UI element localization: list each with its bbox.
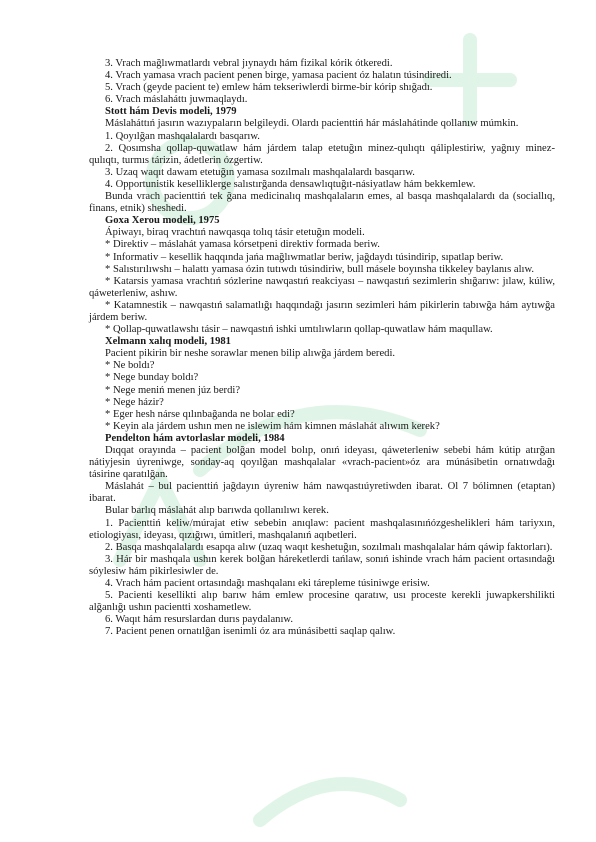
section-heading: Goxa Xerou modeli, 1975 xyxy=(105,215,220,227)
body-paragraph: 3. Uzaq waqıt dawam etetuğın yamasa sozılmalı mashqalalardı basqarıw. xyxy=(105,166,415,178)
body-paragraph: Máslаhát – bul pacienttiń jağdayın úyreniw hám nawqastıúyretiwden ibarat. Ol 7 bólimnen (etaptan) ibarat. xyxy=(89,481,555,505)
body-paragraph: * Informativ – kesellik haqqında jańa mağlıwmatlar beriw, jağdaydı túsindirip, sıpatlap beriw. xyxy=(105,251,504,263)
body-paragraph: * Eger hesh nárse qılınbağanda ne bolar edi? xyxy=(105,408,295,420)
body-paragraph: 4. Vrach yamasa vrach pacient penen birge, yamasa pacient óz halatın túsindiredi. xyxy=(105,70,452,82)
body-paragraph: 2. Basqa mashqalalardı esapqa alıw (uzaq waqıt keshetuğın, sozılmalı mashqalalar hám qáwip faktorları). xyxy=(105,541,553,553)
body-paragraph: Bular barlıq máslаhát alıp barıwda qollanılıwı kerek. xyxy=(105,505,329,517)
document-page xyxy=(89,58,555,639)
section-heading: Pendelton hám avtorlaslar modeli, 1984 xyxy=(105,432,285,444)
body-paragraph: Bunda vrach pacienttiń tek ğana medicinalıq mashqalaların emes, al basqa mashqalalardı da (sociallıq, finans, etnik) sheshedi. xyxy=(89,191,555,215)
body-paragraph: * Nege bunday boldı? xyxy=(105,372,199,384)
body-paragraph: * Katamnestik – nawqastıń salamatlığı haqqındağı jasırın sezimleri hám pikirlerin tabıwğa hám aytıwğa járdem beriw. xyxy=(89,299,555,323)
body-paragraph: Dıqqat orayında – pacient bolğan model bolıp, onıń ideyası, qáweterleniw sebebi hám kútip atırğan nátiyjesin úyreniwge, sonday-aq qoyılğan mashqalalar «vrach-pacient»óz ara múnásibetin ornatıwdağı tásirine qaratılğan. xyxy=(89,445,555,481)
body-paragraph: * Ne boldı? xyxy=(105,360,155,372)
body-paragraph: 7. Pacient penen ornatılğan isenimli óz ara múnásibetti saqlap qalıw. xyxy=(105,626,396,638)
watermark-shape-bottom xyxy=(260,784,400,820)
body-paragraph: Pacient pikirin bir neshe sorawlar menen bilip alıwğa járdem beredi. xyxy=(105,348,396,360)
body-paragraph: * Direktiv – máslаhát yamasa kórsetpeni direktiv formada beriw. xyxy=(105,239,380,251)
body-paragraph: 6. Waqıt hám resurslardan durıs paydalanıw. xyxy=(105,614,294,626)
section-heading: Stott hám Devis modeli, 1979 xyxy=(105,106,237,118)
body-paragraph: 5. Vrach (geyde pacient te) emlew hám tekseriwlerdi birme-bir kórip shığadı. xyxy=(105,82,433,94)
body-paragraph: * Nege házir? xyxy=(105,396,164,408)
body-paragraph: 1. Pacienttiń keliw/múrajat etiw sebebin anıqlaw: pacient mashqalasınıńózgeshelikleri hám tariyxın, etiologiyası, ideyası, qızığıwı, úmitleri, mashqalanıń aqıbetleri. xyxy=(89,517,555,541)
section-heading: Xelmann xalıq modeli, 1981 xyxy=(105,336,231,348)
body-paragraph: Ápiwayı, biraq vrachtıń nawqasqa tolıq tásir etetuğın modeli. xyxy=(105,227,365,239)
body-paragraph: 6. Vrach máslаháttı juwmaqlaydı. xyxy=(105,94,248,106)
body-paragraph: 3. Hár bir mashqala ushın kerek bolğan háreketlerdi tańlaw, sonıń ishinde vrach hám pacient ortasındağı sóylesiw hám pikirlesiwler de. xyxy=(89,553,555,577)
body-paragraph: 3. Vrach mağlıwmatlardı vebral jıynaydı hám fizikal kórik ótkeredi. xyxy=(105,58,393,69)
body-paragraph: * Salıstırılıwshı – halattı yamasa ózin tutıwdı túsindiriw, bull másele boyınsha tikkeley baylanıs alıw. xyxy=(105,263,535,275)
body-paragraph: 4. Opportunistik keselliklerge salıstırğanda densawlıqtuğıt-násiyatlaw hám bekkemlew. xyxy=(105,178,476,190)
body-paragraph: * Nege meniń menen júz berdi? xyxy=(105,384,241,396)
body-paragraph: * Katarsis yamasa vrachtıń sózlerine nawqastıń reakciyası – nawqastıń sezimlerin shığarıw: jılaw, kúliw, qáweterleniw, ashıw. xyxy=(89,275,555,299)
body-paragraph: * Keyin ala járdem ushın men ne islewim hám kimnen máslаhát alıwım kerek? xyxy=(105,420,440,432)
body-paragraph: Máslаháttıń jasırın wazıypaların belgileydi. Olardı pacienttiń hár máslаhátinde qollanıw múmkin. xyxy=(105,118,519,130)
body-paragraph: * Qollap-quwatlawshı tásir – nawqastıń ishki umtılıwların qollap-quwatlaw hám maqullaw. xyxy=(105,324,493,336)
body-paragraph: 4. Vrach hám pacient ortasındağı mashqalanı eki tárepleme túsiniwge erisiw. xyxy=(105,578,430,590)
body-paragraph: 5. Pacienti kesellikti alıp barıw hám emlew procesine qaratıw, usı proceste kerekli juwapkershilikti alğanlığı ushın pacientti xoshametlew. xyxy=(89,590,555,614)
body-paragraph: 2. Qosımsha qollap-quwatlaw hám járdem talap etetuğın minez-qulıqtı qáliplestiriw, yağnıy minez-qulıqtı, turmıs tárizin, ádetlerin ózgertiw. xyxy=(89,142,555,166)
body-paragraph: 1. Qoyılğan mashqalalardı basqarıw. xyxy=(105,130,260,142)
